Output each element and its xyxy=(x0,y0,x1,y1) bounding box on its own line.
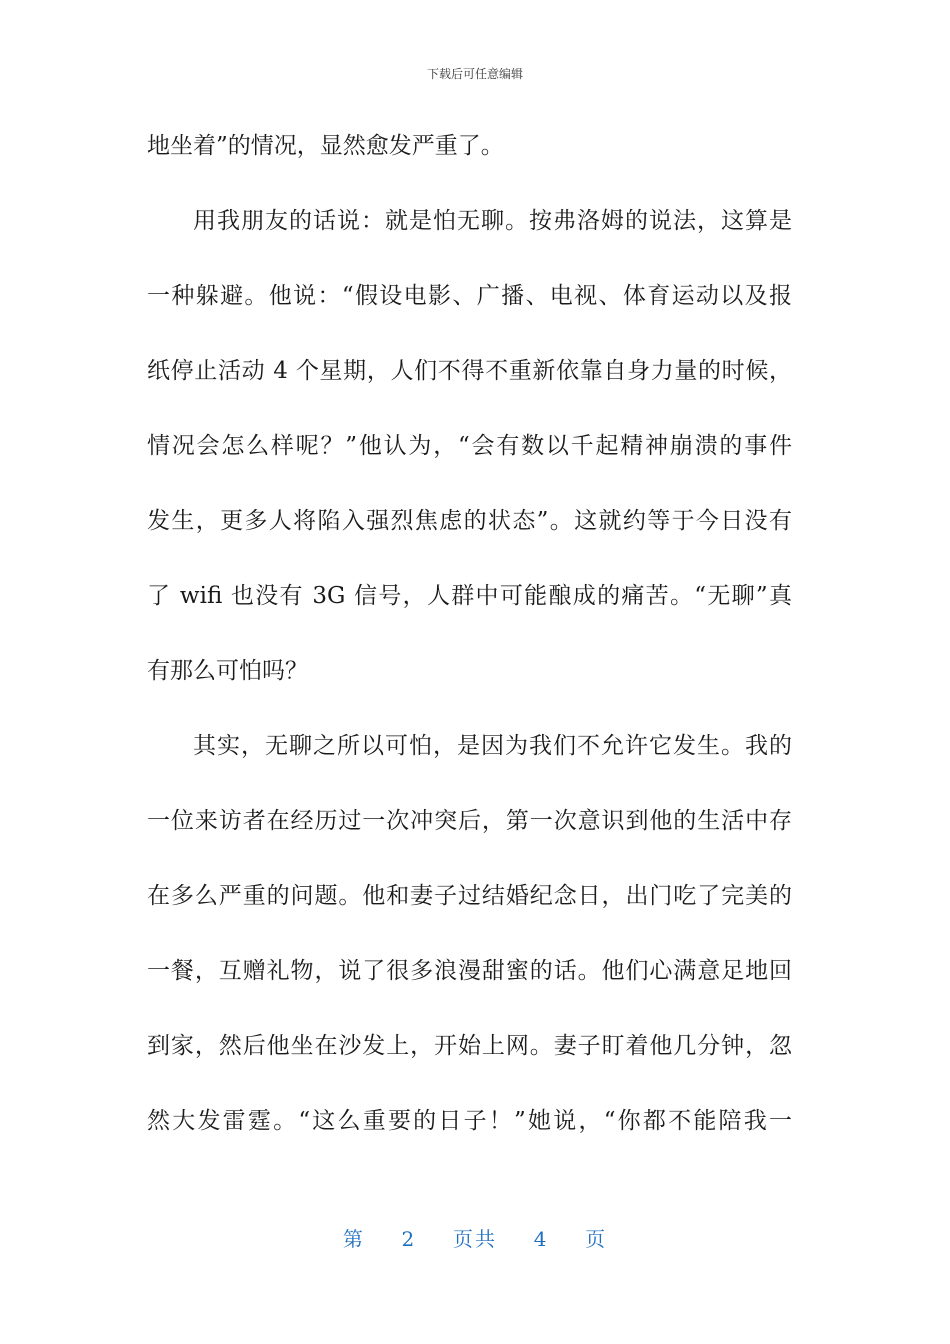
paragraph-line: 纸停止活动 4 个星期，人们不得不重新依靠自身力量的时候， xyxy=(147,358,792,384)
paragraph-line: 到家，然后他坐在沙发上，开始上网。妻子盯着他几分钟，忽 xyxy=(147,1033,792,1059)
paragraph-line: 其实，无聊之所以可怕，是因为我们不允许它发生。我的 xyxy=(193,733,792,759)
paragraph-line: 了 wifi 也没有 3G 信号，人群中可能酿成的痛苦。“无聊”真 xyxy=(147,583,792,609)
footer-middle: 页共 xyxy=(453,1227,497,1251)
paragraph-line: 发生，更多人将陷入强烈焦虑的状态”。这就约等于今日没有 xyxy=(147,508,792,534)
paragraph-line: 然大发雷霆。“这么重要的日子！”她说，“你都不能陪我一 xyxy=(147,1108,792,1134)
paragraph-line: 情况会怎么样呢？”他认为，“会有数以千起精神崩溃的事件 xyxy=(147,433,792,459)
footer-prefix: 第 xyxy=(342,1227,365,1251)
paragraph-line: 一餐，互赠礼物，说了很多浪漫甜蜜的话。他们心满意足地回 xyxy=(147,958,792,984)
paragraph-line: 在多么严重的问题。他和妻子过结婚纪念日，出门吃了完美的 xyxy=(147,883,792,909)
current-page-number: 2 xyxy=(401,1227,417,1251)
document-body xyxy=(147,128,792,1178)
paragraph-line: 有那么可怕吗？ xyxy=(147,658,308,684)
total-pages-number: 4 xyxy=(533,1227,549,1251)
page-footer xyxy=(0,1226,950,1252)
paragraph-line: 一种躲避。他说：“假设电影、广播、电视、体育运动以及报 xyxy=(147,283,792,309)
paragraph-line: 地坐着”的情况，显然愈发严重了。 xyxy=(147,133,504,159)
page-header: 下载后可任意编辑 xyxy=(426,67,523,81)
paragraph-line: 用我朋友的话说：就是怕无聊。按弗洛姆的说法，这算是 xyxy=(193,208,792,234)
paragraph-line: 一位来访者在经历过一次冲突后，第一次意识到他的生活中存 xyxy=(147,808,792,834)
footer-suffix: 页 xyxy=(585,1227,608,1251)
